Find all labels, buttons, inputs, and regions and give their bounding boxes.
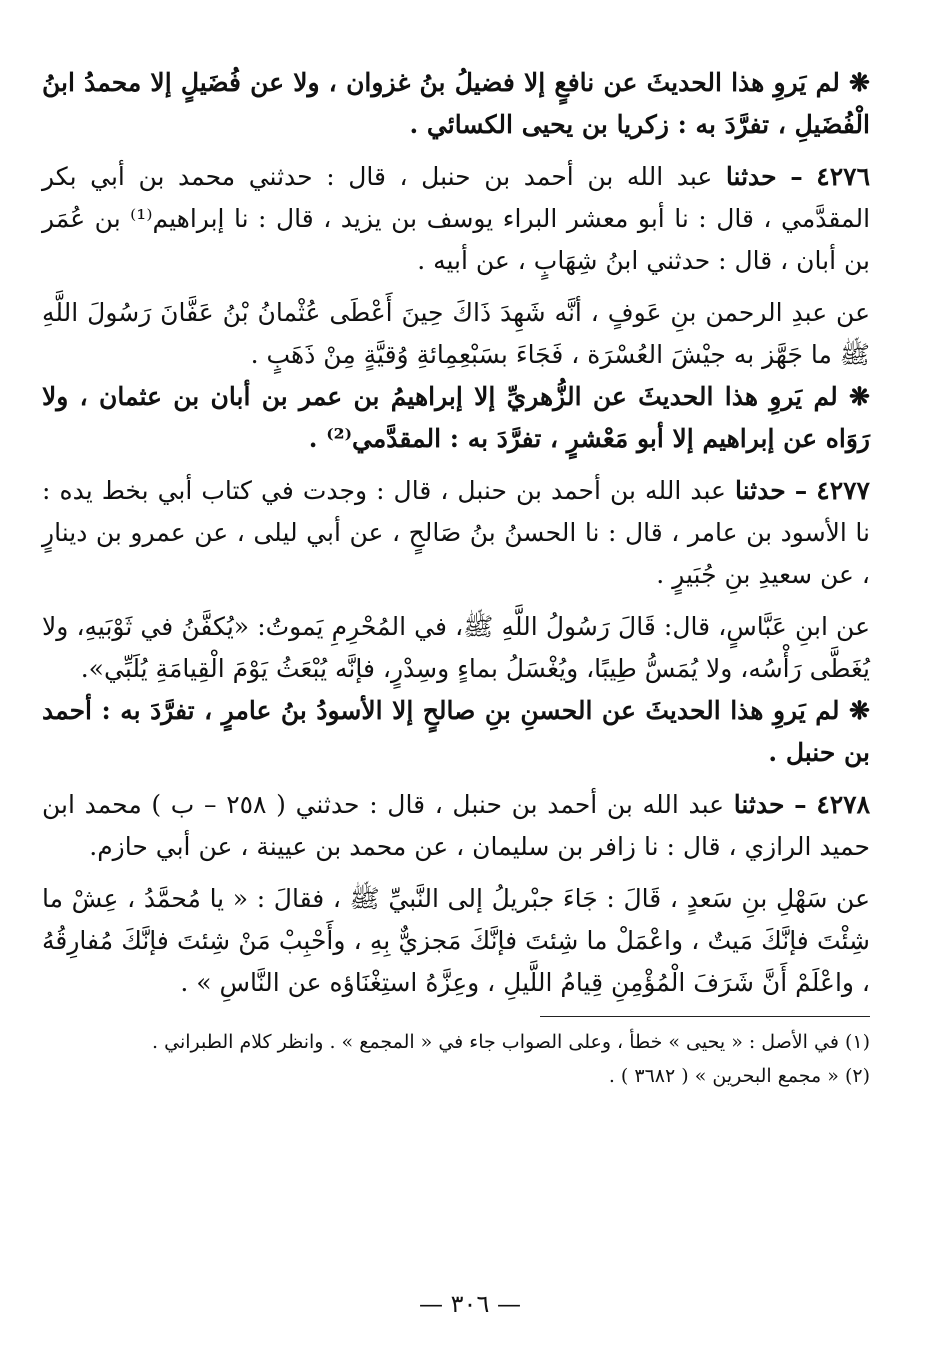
note-text: لم يَروِ هذا الحديثَ عن الزُّهريِّ إلا إبراهيمُ بن عمر بن أبان بن عثمان ، ولا رَوَاه عن إبراهيم إلا أبو مَعْشرٍ ، تفرَّدَ به : المقدَّمي⁽²⁾ .	[42, 382, 870, 453]
footnote-2: (٢) « مجمع البحرين » ( ٣٦٨٢ ) .	[608, 1065, 870, 1087]
commentary-note-1	[42, 62, 870, 146]
isnad-text: عبد الله بن أحمد بن حنبل ، قال : حدثني ( ٢٥٨ – ب ) محمد ابن حميد الرازي ، قال : نا زافر بن سليمان ، عن محمد بن عيينة ، عن أبي حازم.	[42, 790, 870, 861]
matn-text: عن عبدِ الرحمن بنِ عَوفٍ ، أنَّه شَهِدَ ذَاكَ حِينَ أَعْطَى عُثْمانُ بْنُ عَفَّانَ رَسُولَ اللَّهِ ﷺ ما جَهَّز به جيْشَ العُسْرَة ، فَجَاءَ بسَبْعِمِائةِ وُقيَّةٍ مِنْ ذَهَبٍ .	[42, 298, 870, 369]
hadith-isnad-4278	[42, 784, 870, 868]
note-text: لم يَروِ هذا الحديثَ عن نافعٍ إلا فضيلُ بنُ غزوان ، ولا عن فُضَيلٍ إلا محمدُ ابنُ الْفُضَيلِ ، تفرَّدَ به : زكريا بن يحيى الكسائي .	[42, 68, 870, 139]
note-marker: ❋	[849, 696, 870, 725]
footnote-1: (١) في الأصل : « يحيى » خطأ ، وعلى الصواب جاء في « المجمع » . وانظر كلام الطبراني .	[152, 1031, 870, 1053]
footnote-separator	[540, 1016, 870, 1017]
page-body	[42, 62, 870, 1093]
note-text: لم يَروِ هذا الحديثَ عن الحسنِ بنِ صالحٍ إلا الأسودُ بنُ عامرٍ ، تفرَّدَ به : أحمد بن حنبل .	[42, 696, 870, 767]
hadith-lead: حدثنا	[733, 790, 785, 819]
dash: –	[794, 476, 808, 505]
note-marker: ❋	[849, 382, 870, 411]
page-number: — ٣٠٦ —	[419, 1290, 521, 1318]
hadith-matn-4276	[42, 292, 870, 376]
hadith-isnad-4276	[42, 156, 870, 282]
commentary-note-3	[42, 690, 870, 774]
dash: –	[790, 162, 803, 191]
hadith-matn-4277	[42, 606, 870, 690]
hadith-lead: حدثنا	[725, 162, 777, 191]
footnotes	[42, 1025, 870, 1093]
matn-text: عن سَهْلِ بنِ سَعدٍ ، قَالَ : جَاءَ جبْريلُ إلى النَّبيِّ ﷺ ، فقالَ : « يا مُحمَّدُ ، عِشْ ما شِئْتَ فإنَّكَ مَيتٌ ، واعْمَلْ ما شِئتَ فإنَّكَ مَجزيٌّ بِهِ ، وأَحْبِبْ مَنْ شِئتَ فإنَّكَ مُفارِقُهُ ، واعْلَمْ أَنَّ شَرَفَ الْمُؤْمِنِ قِيامُ اللَّيلِ ، وعِزَّهُ استِغْنَاؤه عن النَّاسِ » .	[42, 884, 870, 997]
hadith-lead: حدثنا	[734, 476, 786, 505]
hadith-matn-4278	[42, 878, 870, 1004]
hadith-number: ٤٢٧٨	[816, 790, 871, 819]
note-marker: ❋	[849, 68, 870, 97]
hadith-number: ٤٢٧٦	[816, 162, 871, 191]
isnad-text: عبد الله بن أحمد بن حنبل ، قال : حدثني محمد بن أبي بكر المقدَّمي ، قال : نا أبو معشر البراء يوسف بن يزيد ، قال : نا إبراهيم⁽¹⁾ بن عُمَر بن أبان ، قال : حدثني ابنُ شِهَابٍ ، عن أبيه .	[42, 162, 871, 275]
hadith-isnad-4277	[42, 470, 870, 596]
isnad-text: عبد الله بن أحمد بن حنبل ، قال : وجدت في كتاب أبي بخط يده : نا الأسود بن عامر ، قال : نا الحسنُ بنُ صَالحٍ ، عن أبي ليلى ، عن عمرو بن دينارٍ ، عن سعيدِ بنِ جُبَيرٍ .	[42, 476, 870, 589]
hadith-number: ٤٢٧٧	[816, 476, 870, 505]
commentary-note-2	[42, 376, 870, 460]
matn-text: عن ابنِ عَبَّاسٍ، قال: قَالَ رَسُولُ اللَّهِ ﷺ، في المُحْرِمِ يَموتُ: «يُكفَّنُ في ثَوْبَيهِ، ولا يُغَطَّى رَأْسُه، ولا يُمَسُّ طِيبًا، ويُغْسَلُ بماءٍ وسِدْرٍ، فإنَّه يُبْعَثُ يَوْمَ الْقِيامَةِ يُلَبِّي».	[42, 612, 870, 683]
dash: –	[794, 790, 807, 819]
